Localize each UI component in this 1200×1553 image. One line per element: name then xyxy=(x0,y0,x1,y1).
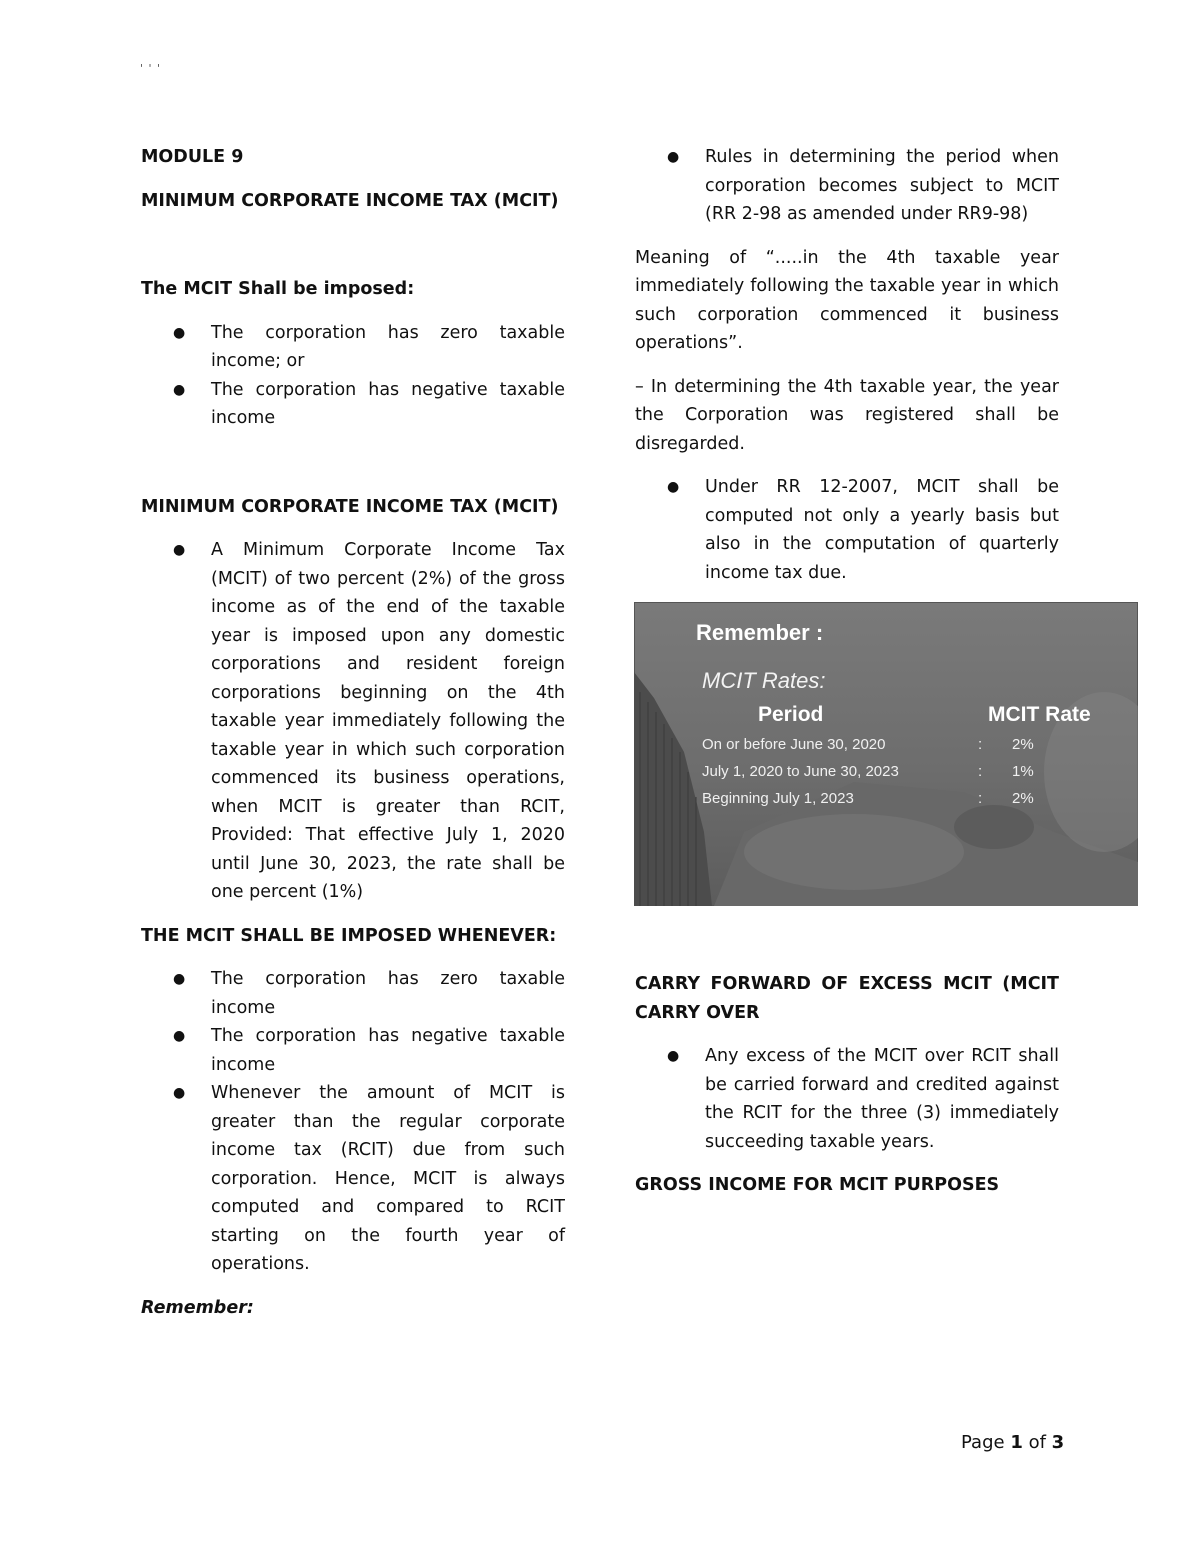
bullet-icon: ● xyxy=(173,542,186,558)
right-column-lower xyxy=(635,970,1059,1200)
remember-label: Remember: xyxy=(141,1297,254,1318)
mcit-rates-image: Remember : MCIT Rates: Period MCIT Rate On or before June 30, 2020 : 2% July 1, 2020 to June 30, 2023 : 1% Beginning July 1, 2023 : 2% xyxy=(634,602,1138,906)
section-title-mcit: MINIMUM CORPORATE INCOME TAX (MCIT) xyxy=(141,496,559,517)
bullet-icon: ● xyxy=(173,971,186,987)
rules-list xyxy=(635,143,1059,229)
mcit-list xyxy=(141,536,565,907)
bullet-icon: ● xyxy=(173,381,186,398)
bullet-icon: ● xyxy=(173,1028,186,1044)
module-label: MODULE 9 xyxy=(141,147,244,167)
list-item: ● The corporation has zero taxable income; or xyxy=(141,319,565,376)
left-column xyxy=(141,143,565,1322)
determining-paragraph: – In determining the 4th taxable year, the year the Corporation was registered shall be disregarded. xyxy=(635,376,1059,454)
list-item: ● The corporation has zero taxable income xyxy=(141,965,565,1022)
list-item: ● Any excess of the MCIT over RCIT shall be carried forward and credited against the RCIT for the three (3) immediately succeeding taxable years. xyxy=(635,1042,1059,1156)
gross-heading: GROSS INCOME FOR MCIT PURPOSES xyxy=(635,1175,1000,1195)
remember-title: Remember : xyxy=(696,620,824,645)
whenever-list xyxy=(141,965,565,1279)
whenever-heading: THE MCIT SHALL BE IMPOSED WHENEVER: xyxy=(141,925,557,946)
imposed-list xyxy=(141,319,565,433)
bullet-icon: ● xyxy=(667,479,680,495)
period-column-header: Period xyxy=(758,703,824,726)
building-background xyxy=(634,602,1138,906)
header-mark: ' ' ' xyxy=(140,62,162,75)
bullet-icon: ● xyxy=(667,1048,680,1064)
list-item: ● A Minimum Corporate Income Tax (MCIT) of two percent (2%) of the gross income as of the end of the taxable year is imposed upon any domestic corporations and resident foreign corporations beginning on the 4th taxable year immediately following the taxable year in which such corporation commenced its business operations, when MCIT is greater than RCIT, Provided: That effective July 1, 2020 until June 30, 2023, the rate shall be one percent (1%) xyxy=(141,536,565,907)
list-item: ● Under RR 12-2007, MCIT shall be computed not only a yearly basis but also in the computation of quarterly income tax due. xyxy=(635,473,1059,587)
bullet-icon: ● xyxy=(667,149,680,165)
meaning-paragraph: Meaning of “.....in the 4th taxable year immediately following the taxable year in which such corporation commenced it business operations”. xyxy=(635,247,1059,353)
list-item: ● Rules in determining the period when corporation becomes subject to MCIT (RR 2-98 as amended under RR9-98) xyxy=(635,143,1059,229)
page-title: MINIMUM CORPORATE INCOME TAX (MCIT) xyxy=(141,190,559,211)
rates-subtitle: MCIT Rates: xyxy=(702,668,826,693)
right-column xyxy=(635,143,1059,587)
imposed-heading: The MCIT Shall be imposed: xyxy=(141,279,415,299)
list-item: ● The corporation has negative taxable income xyxy=(141,1022,565,1079)
carry-heading: CARRY FORWARD OF EXCESS MCIT (MCIT CARRY OVER xyxy=(635,974,1059,1023)
page-number: Page 1 of 3 xyxy=(961,1432,1065,1453)
rr-list xyxy=(635,473,1059,587)
bullet-icon: ● xyxy=(173,1085,186,1101)
list-item: ● The corporation has negative taxable income xyxy=(141,376,565,433)
carry-list xyxy=(635,1042,1059,1156)
rate-column-header: MCIT Rate xyxy=(988,703,1091,726)
bullet-icon: ● xyxy=(173,324,186,341)
list-item: ● Whenever the amount of MCIT is greater than the regular corporate income tax (RCIT) due from such corporation. Hence, MCIT is always computed and compared to RCIT starting on the fourth year of operations. xyxy=(141,1079,565,1279)
